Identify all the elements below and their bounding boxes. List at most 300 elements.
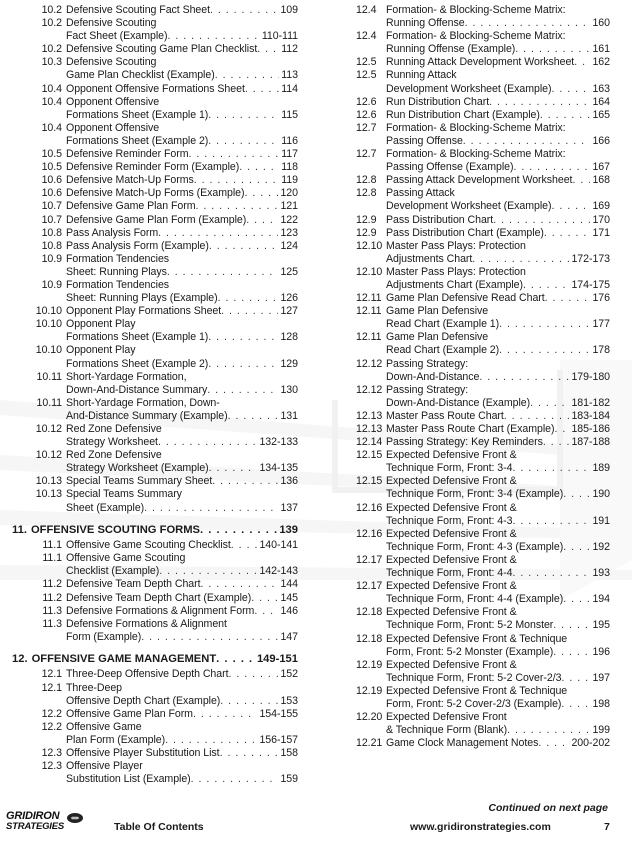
entry-page: 198 xyxy=(592,697,610,710)
entry-page: 112 xyxy=(281,43,298,56)
entry-page: 156-157 xyxy=(259,733,298,746)
entry-line: Running Offense xyxy=(386,17,465,30)
toc-entry[interactable] xyxy=(356,633,610,659)
entry-text xyxy=(66,253,298,279)
entry-line: Expected Defensive Front & xyxy=(386,658,517,671)
entry-page: 196 xyxy=(592,645,610,658)
toc-entry[interactable] xyxy=(8,397,298,423)
entry-page: 166 xyxy=(592,134,610,147)
toc-entry[interactable] xyxy=(356,358,610,384)
entry-text xyxy=(66,4,298,17)
entry-text xyxy=(386,96,610,109)
entry-text xyxy=(66,397,298,423)
entry-text xyxy=(386,240,610,266)
entry-last-line xyxy=(386,737,610,750)
entry-page: 146 xyxy=(280,604,298,617)
footer-title: Table Of Contents xyxy=(114,821,204,833)
entry-line: Special Teams Summary xyxy=(66,488,182,501)
entry-last-line xyxy=(386,371,610,384)
entry-text xyxy=(66,174,298,187)
entry-page: 171 xyxy=(592,226,610,239)
entry-number: 10.4 xyxy=(41,95,62,108)
entry-page: 113 xyxy=(281,69,298,82)
entry-line: Master Pass Route Chart (Example) xyxy=(386,423,555,435)
entry-line: Expected Defensive Front & xyxy=(386,475,517,488)
football-icon xyxy=(66,812,84,824)
toc-entry[interactable] xyxy=(356,475,610,501)
entry-last-line xyxy=(66,200,298,213)
entry-line: Technique Form, Front: 4-4 xyxy=(386,567,513,580)
toc-entry[interactable] xyxy=(8,552,298,578)
toc-entry[interactable] xyxy=(356,266,610,292)
toc-entry[interactable] xyxy=(8,279,298,305)
entry-line: Read Chart (Example 2) xyxy=(386,344,500,357)
entry-line: Running Attack xyxy=(386,69,457,82)
entry-page: 190 xyxy=(592,488,610,501)
entry-line: Form, Front: 5-2 Cover-2/3 (Example) xyxy=(386,697,562,710)
toc-entry[interactable] xyxy=(356,56,610,69)
toc-entry[interactable] xyxy=(356,423,610,436)
entry-line: Defensive Team Depth Chart (Example) xyxy=(66,591,252,604)
toc-entry[interactable] xyxy=(356,96,610,109)
entry-page: 200-202 xyxy=(571,737,610,750)
toc-entry[interactable] xyxy=(8,475,298,488)
entry-last-line xyxy=(66,240,298,253)
entry-number: 12.1 xyxy=(41,668,62,681)
entry-page: 189 xyxy=(592,462,610,475)
entry-page: 144 xyxy=(280,578,298,591)
dot-leader xyxy=(210,4,278,17)
entry-number: 12.21 xyxy=(356,737,383,750)
entry-page: 153 xyxy=(280,694,298,707)
entry-number: 12.15 xyxy=(356,475,383,488)
entry-line: Pass Analysis Form xyxy=(66,226,159,239)
entry-line: Special Teams Summary Sheet xyxy=(66,475,213,488)
entry-last-line xyxy=(386,541,610,554)
dot-leader xyxy=(207,384,278,397)
entry-number: 12.9 xyxy=(356,213,377,226)
dot-leader xyxy=(515,43,590,56)
toc-entry[interactable] xyxy=(8,344,298,370)
section-heading xyxy=(8,653,298,667)
toc-entry[interactable] xyxy=(8,592,298,605)
entry-number: 10.5 xyxy=(41,148,62,161)
entry-line: Pass Analysis Form (Example) xyxy=(66,239,209,252)
section-number: 11. xyxy=(12,523,27,536)
entry-page: 116 xyxy=(281,134,298,147)
toc-entry[interactable] xyxy=(8,240,298,253)
entry-last-line xyxy=(386,174,610,187)
toc-entry[interactable] xyxy=(356,240,610,266)
entry-line: Defensive Formations & Alignment xyxy=(66,617,227,630)
entry-last-line xyxy=(386,436,610,449)
entry-number: 10.7 xyxy=(41,213,62,226)
dot-leader xyxy=(218,292,279,305)
entry-text xyxy=(66,279,298,305)
entry-number: 12.10 xyxy=(356,265,383,278)
toc-entry[interactable] xyxy=(356,187,610,213)
continued-note: Continued on next page xyxy=(488,802,608,814)
entry-number: 12.17 xyxy=(356,580,383,593)
dot-leader xyxy=(254,605,278,618)
dot-leader xyxy=(188,148,279,161)
entry-page: 161 xyxy=(592,43,610,56)
entry-line: Formation- & Blocking-Scheme Matrix: xyxy=(386,30,566,43)
entry-text xyxy=(386,606,610,632)
entry-text xyxy=(386,214,610,227)
entry-last-line xyxy=(386,214,610,227)
dot-leader xyxy=(208,358,278,371)
entry-last-line xyxy=(66,773,298,786)
entry-text xyxy=(386,358,610,384)
toc-entry[interactable] xyxy=(356,685,610,711)
toc-entry[interactable] xyxy=(8,83,298,96)
entry-last-line xyxy=(386,43,610,56)
dot-leader xyxy=(561,698,590,711)
entry-text xyxy=(66,488,298,514)
entry-line: Down-And-Distance Summary xyxy=(66,383,208,396)
entry-last-line xyxy=(66,502,298,515)
toc-entry[interactable] xyxy=(8,43,298,56)
entry-line: Offensive Game Plan Form xyxy=(66,707,193,720)
toc-entry[interactable] xyxy=(8,423,298,449)
entry-line: Red Zone Defensive xyxy=(66,423,162,435)
entry-number: 10.8 xyxy=(41,239,62,252)
toc-entry[interactable] xyxy=(8,760,298,786)
entry-number: 12.10 xyxy=(356,239,383,252)
entry-page: 128 xyxy=(280,331,298,344)
entry-page: 172-173 xyxy=(571,252,610,265)
entry-number: 12.1 xyxy=(41,681,62,694)
toc-entry[interactable] xyxy=(8,200,298,213)
entry-line: Run Distribution Chart (Example) xyxy=(386,108,540,121)
entry-text xyxy=(66,747,298,760)
entry-line: Offensive Game Scouting Checklist xyxy=(66,539,231,552)
entry-page: 158 xyxy=(280,746,298,759)
footer-url[interactable]: www.gridironstrategies.com xyxy=(410,821,551,833)
entry-page: 162 xyxy=(592,56,610,69)
toc-entry[interactable] xyxy=(356,122,610,148)
entry-last-line xyxy=(66,69,298,82)
dot-leader xyxy=(545,292,591,305)
entry-text xyxy=(386,331,610,357)
toc-entry[interactable] xyxy=(356,292,610,305)
entry-last-line xyxy=(386,488,610,501)
entry-last-line xyxy=(66,695,298,708)
entry-line: Opponent Offensive xyxy=(66,95,160,108)
entry-text xyxy=(386,711,610,737)
entry-last-line xyxy=(386,698,610,711)
entry-text xyxy=(386,292,610,305)
gridiron-strategies-logo xyxy=(6,808,88,836)
entry-line: Red Zone Defensive xyxy=(66,449,162,462)
entry-page: 125 xyxy=(280,265,298,278)
entry-line: Opponent Offensive xyxy=(66,121,160,134)
section-title: OFFENSIVE SCOUTING FORMS xyxy=(30,523,201,536)
entry-line: Formations Sheet (Example 1) xyxy=(66,108,209,121)
toc-entry[interactable] xyxy=(356,174,610,187)
entry-page: 183-184 xyxy=(571,409,610,422)
entry-last-line xyxy=(66,214,298,227)
toc-entry[interactable] xyxy=(8,305,298,318)
toc-entry[interactable] xyxy=(8,122,298,148)
entry-number: 12.18 xyxy=(356,632,383,645)
entry-line: Expected Defensive Front & xyxy=(386,449,517,462)
entry-page: 193 xyxy=(592,567,610,580)
entry-page: 199 xyxy=(592,724,610,737)
toc-entry[interactable] xyxy=(356,331,610,357)
entry-number: 10.6 xyxy=(41,187,62,200)
entry-line: Development Worksheet (Example) xyxy=(386,82,552,95)
dot-leader xyxy=(200,524,277,538)
entry-number: 12.3 xyxy=(41,746,62,759)
entry-last-line xyxy=(66,227,298,240)
toc-entry[interactable] xyxy=(356,384,610,410)
toc-entry[interactable] xyxy=(8,371,298,397)
toc-entry[interactable] xyxy=(8,227,298,240)
entry-line: Offensive Depth Chart (Example) xyxy=(66,694,221,707)
dot-leader xyxy=(504,410,570,423)
toc-entry[interactable] xyxy=(8,578,298,591)
page-number: 7 xyxy=(604,821,610,833)
toc-entry[interactable] xyxy=(356,214,610,227)
entry-number: 10.10 xyxy=(35,305,62,318)
toc-entry[interactable] xyxy=(8,96,298,122)
dot-leader xyxy=(538,737,569,750)
entry-line: Formations Sheet (Example 2) xyxy=(66,357,209,370)
toc-entry[interactable] xyxy=(8,253,298,279)
entry-page: 194 xyxy=(592,593,610,606)
entry-line: Down-And-Distance xyxy=(386,370,480,383)
entry-last-line xyxy=(66,410,298,423)
entry-last-line xyxy=(386,724,610,737)
entry-last-line xyxy=(386,56,610,69)
entry-last-line xyxy=(66,109,298,122)
entry-page: 109 xyxy=(280,4,298,16)
dot-leader xyxy=(208,135,279,148)
entry-line: Technique Form, Front: 3-4 (Example) xyxy=(386,488,564,501)
entry-line: Expected Defensive Front & xyxy=(386,553,517,566)
toc-entry[interactable] xyxy=(356,410,610,423)
dot-leader xyxy=(239,161,279,174)
toc-entry[interactable] xyxy=(8,605,298,618)
toc-entry[interactable] xyxy=(8,214,298,227)
toc-entry[interactable] xyxy=(8,174,298,187)
entry-line: Master Pass Plays: Protection xyxy=(386,265,526,278)
entry-text xyxy=(66,605,298,618)
entry-text xyxy=(386,449,610,475)
entry-last-line xyxy=(66,148,298,161)
toc-entry[interactable] xyxy=(356,109,610,122)
entry-page: 174-175 xyxy=(571,278,610,291)
entry-text xyxy=(66,760,298,786)
toc-entry[interactable] xyxy=(8,682,298,708)
toc-entry[interactable] xyxy=(8,161,298,174)
toc-entry[interactable] xyxy=(356,502,610,528)
entry-page: 131 xyxy=(280,409,298,422)
toc-entry[interactable] xyxy=(8,747,298,760)
entry-line: Formation- & Blocking-Scheme Matrix: xyxy=(386,4,566,16)
entry-line: Game Clock Management Notes xyxy=(386,737,539,750)
entry-page: 197 xyxy=(592,671,610,684)
toc-entry[interactable] xyxy=(356,737,610,750)
toc-entry[interactable] xyxy=(8,17,298,43)
entry-line: Form (Example) xyxy=(66,630,142,643)
toc-entry[interactable] xyxy=(356,449,610,475)
entry-number: 12.19 xyxy=(356,658,383,671)
entry-page: 181-182 xyxy=(571,396,610,409)
toc-entry[interactable] xyxy=(356,436,610,449)
entry-text xyxy=(66,552,298,578)
entry-text xyxy=(66,708,298,721)
entry-number: 10.10 xyxy=(35,318,62,331)
dot-leader xyxy=(246,214,278,227)
entry-text xyxy=(386,148,610,174)
section-page: 149-151 xyxy=(256,652,298,665)
entry-last-line xyxy=(66,436,298,449)
entry-text xyxy=(386,305,610,331)
entry-number: 11.3 xyxy=(42,617,62,630)
entry-number: 12.7 xyxy=(356,121,377,134)
toc-entry[interactable] xyxy=(8,708,298,721)
entry-number: 12.14 xyxy=(356,436,383,449)
entry-line: Offensive Player Substitution List xyxy=(66,746,220,759)
entry-text xyxy=(66,161,298,174)
entry-line: Defensive Reminder Form xyxy=(66,148,189,161)
entry-last-line xyxy=(66,539,298,552)
entry-page: 154-155 xyxy=(259,707,298,720)
entry-text xyxy=(66,668,298,681)
entry-last-line xyxy=(386,135,610,148)
entry-number: 10.13 xyxy=(35,475,62,488)
entry-text xyxy=(66,148,298,161)
entry-line: Defensive Scouting Game Plan Checklist xyxy=(66,43,258,56)
dot-leader xyxy=(220,695,278,708)
toc-entry[interactable] xyxy=(356,4,610,30)
toc-entry[interactable] xyxy=(356,528,610,554)
toc-entry[interactable] xyxy=(8,56,298,82)
dot-leader xyxy=(244,187,278,200)
dot-leader xyxy=(144,502,278,515)
entry-line: Pass Distribution Chart (Example) xyxy=(386,226,544,239)
entry-last-line xyxy=(386,397,610,410)
toc-entry[interactable] xyxy=(8,187,298,200)
toc-entry[interactable] xyxy=(356,554,610,580)
toc-entry[interactable] xyxy=(356,580,610,606)
entry-text xyxy=(386,502,610,528)
entry-line: Technique Form, Front: 4-3 xyxy=(386,514,513,527)
entry-text xyxy=(66,227,298,240)
toc-entry[interactable] xyxy=(8,539,298,552)
entry-page: 159 xyxy=(280,773,298,786)
dot-leader xyxy=(165,734,257,747)
entry-line: Running Attack Development Worksheet xyxy=(386,56,575,69)
entry-last-line xyxy=(386,109,610,122)
entry-last-line xyxy=(66,605,298,618)
dot-leader xyxy=(167,30,259,43)
entry-line: Master Pass Route Chart xyxy=(386,409,504,422)
entry-page: 195 xyxy=(592,619,610,632)
dot-leader xyxy=(563,541,590,554)
entry-line: Plan Form (Example) xyxy=(66,733,166,746)
entry-line: Passing Strategy: xyxy=(386,383,469,396)
dot-leader xyxy=(512,515,590,528)
entry-number: 10.8 xyxy=(41,226,62,239)
toc-entry[interactable] xyxy=(8,4,298,17)
entry-text xyxy=(66,449,298,475)
entry-number: 12.3 xyxy=(41,760,62,773)
entry-number: 12.4 xyxy=(356,30,377,43)
entry-page: 177 xyxy=(592,318,610,331)
toc-entry[interactable] xyxy=(356,659,610,685)
dot-leader xyxy=(551,200,590,213)
entry-line: Expected Defensive Front & xyxy=(386,580,517,593)
toc-entry[interactable] xyxy=(356,227,610,240)
entry-text xyxy=(386,436,610,449)
entry-text xyxy=(66,721,298,747)
entry-page: 191 xyxy=(592,514,610,527)
entry-line: Expected Defensive Front & xyxy=(386,501,517,514)
toc-entry[interactable] xyxy=(356,30,610,56)
entry-page: 136 xyxy=(280,475,298,488)
toc-entry[interactable] xyxy=(8,618,298,644)
toc-entry[interactable] xyxy=(356,148,610,174)
toc-entry[interactable] xyxy=(8,449,298,475)
dot-leader xyxy=(561,672,590,685)
entry-number: 10.7 xyxy=(41,200,62,213)
section-heading xyxy=(8,524,298,538)
entry-page: 165 xyxy=(592,108,610,121)
dot-leader xyxy=(220,747,279,760)
entry-number: 12.15 xyxy=(356,449,383,462)
dot-leader xyxy=(544,227,591,240)
entry-line: Adjustments Chart xyxy=(386,252,473,265)
entry-text xyxy=(386,475,610,501)
entry-line: Short-Yardage Formation, xyxy=(66,370,187,383)
dot-leader xyxy=(201,578,279,591)
entry-line: Defensive Game Plan Form (Example) xyxy=(66,213,247,226)
toc-entry[interactable] xyxy=(356,606,610,632)
entry-last-line xyxy=(66,631,298,644)
entry-line: Three-Deep Offensive Depth Chart xyxy=(66,668,229,681)
entry-text xyxy=(66,43,298,56)
entry-page: 169 xyxy=(592,200,610,213)
entry-line: Sheet (Example) xyxy=(66,501,145,514)
toc-entry[interactable] xyxy=(356,69,610,95)
toc-entry[interactable] xyxy=(8,668,298,681)
dot-leader xyxy=(540,109,591,122)
toc-entry[interactable] xyxy=(356,305,610,331)
toc-entry[interactable] xyxy=(8,488,298,514)
dot-leader xyxy=(193,708,258,721)
entry-page: 121 xyxy=(280,200,298,213)
toc-entry[interactable] xyxy=(8,318,298,344)
toc-entry[interactable] xyxy=(356,711,610,737)
entry-number: 11.2 xyxy=(42,591,62,604)
entry-page: 145 xyxy=(280,591,298,604)
entry-page: 192 xyxy=(592,540,610,553)
entry-text xyxy=(66,539,298,552)
entry-page: 126 xyxy=(280,292,298,305)
dot-leader xyxy=(194,174,280,187)
entry-last-line xyxy=(386,410,610,423)
entry-page: 152 xyxy=(280,668,298,681)
entry-line: And-Distance Summary (Example) xyxy=(66,409,228,422)
entry-line: Defensive Formations & Alignment Form xyxy=(66,604,255,617)
toc-entry[interactable] xyxy=(8,721,298,747)
toc-entry[interactable] xyxy=(8,148,298,161)
entry-line: Defensive Scouting Fact Sheet xyxy=(66,4,211,16)
